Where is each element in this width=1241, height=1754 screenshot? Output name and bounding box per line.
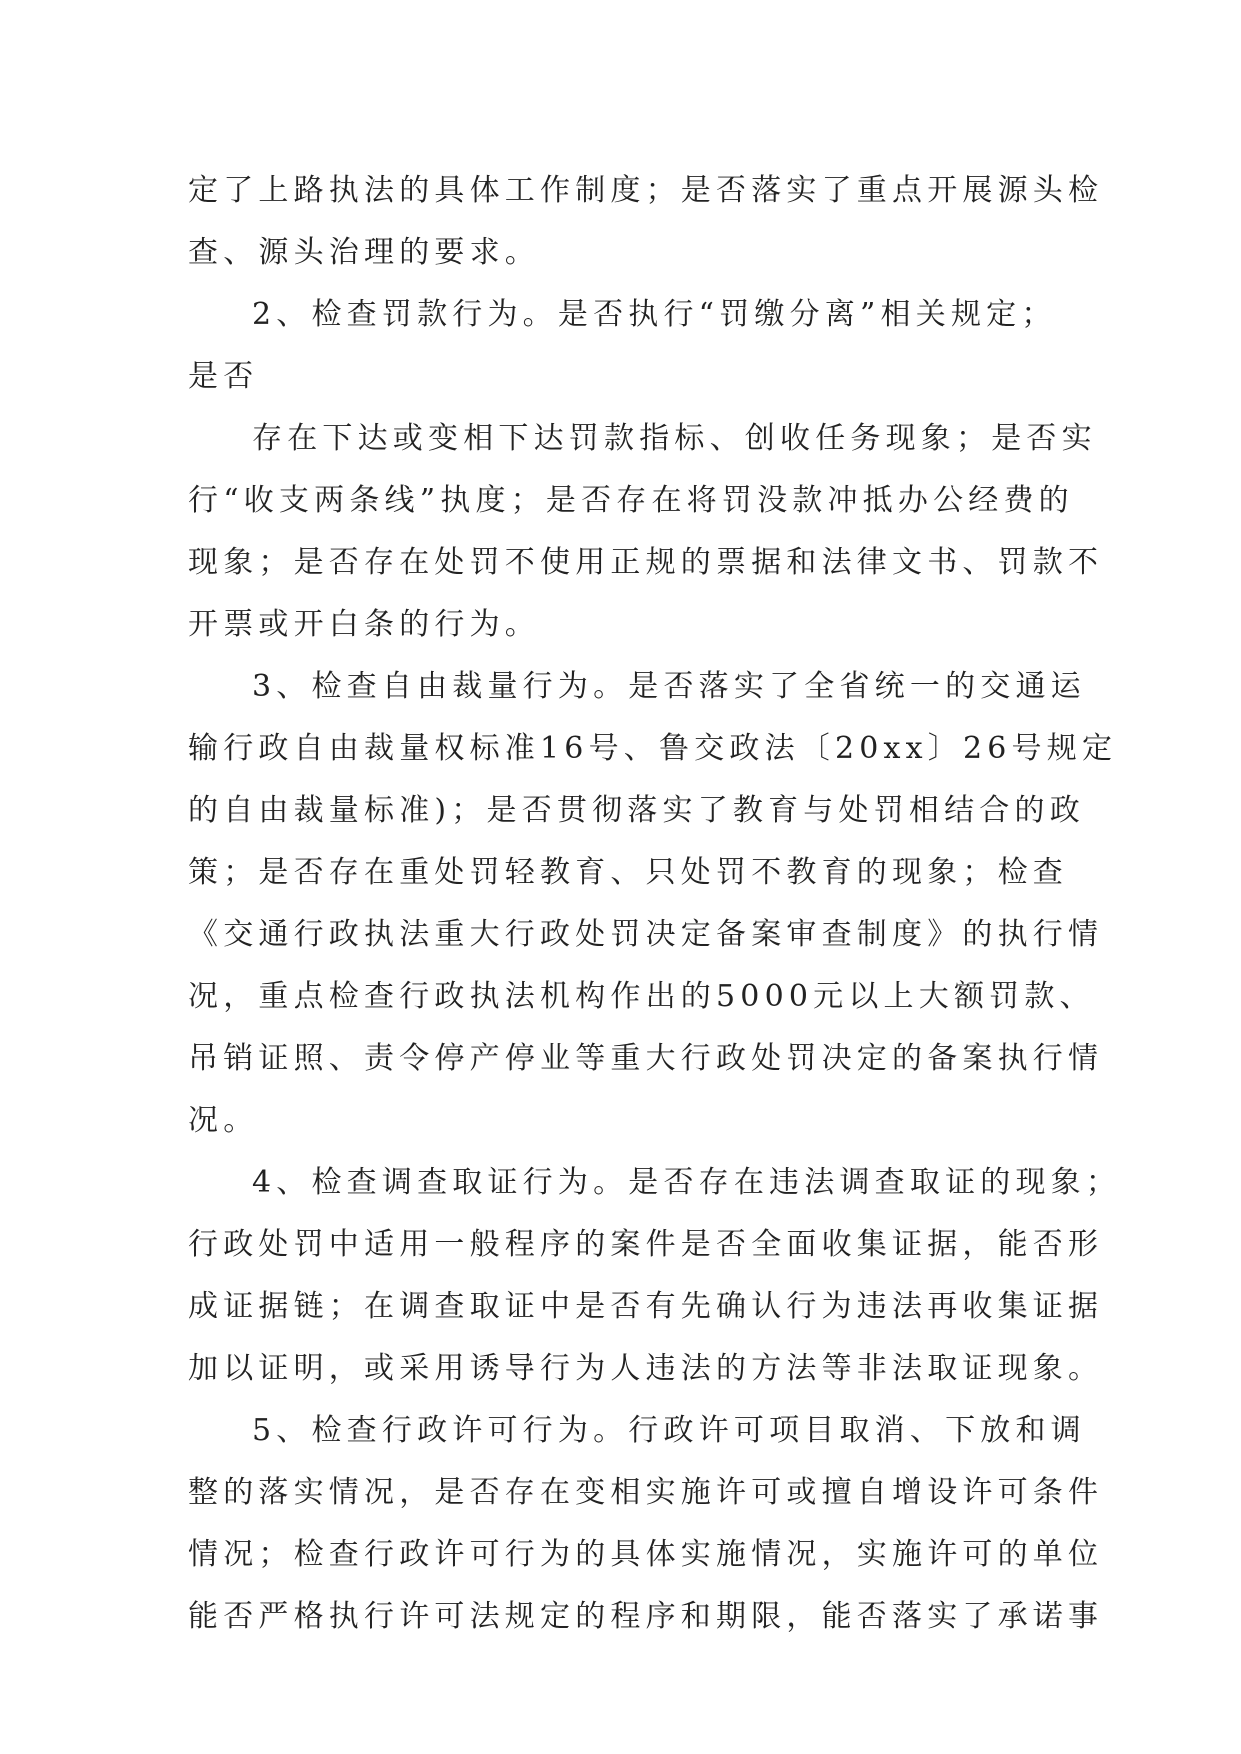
text-line: 2、检查罚款行为。是否执行“罚缴分离”相关规定； <box>252 297 1057 332</box>
text-line: 吊销证照、责令停产停业等重大行政处罚决定的备案执行情 <box>188 1041 1104 1076</box>
text-line: 定了上路执法的具体工作制度；是否落实了重点开展源头检 <box>188 173 1104 208</box>
text-line: 4、检查调查取证行为。是否存在违法调查取证的现象； <box>252 1165 1122 1200</box>
text-line: 况。 <box>188 1103 259 1138</box>
text-line: 能否严格执行许可法规定的程序和期限，能否落实了承诺事 <box>188 1599 1104 1634</box>
text-line: 是否 <box>188 359 259 394</box>
text-line: 查、源头治理的要求。 <box>188 235 540 270</box>
text-line: 《交通行政执法重大行政处罚决定备案审查制度》的执行情 <box>188 917 1104 952</box>
text-line: 开票或开白条的行为。 <box>188 607 540 642</box>
text-line: 存在下达或变相下达罚款指标、创收任务现象；是否实 <box>252 421 1097 456</box>
text-line: 况，重点检查行政执法机构作出的5000元以上大额罚款、 <box>188 979 1095 1014</box>
text-line: 加以证明，或采用诱导行为人违法的方法等非法取证现象。 <box>188 1351 1104 1386</box>
text-line: 的自由裁量标准)；是否贯彻落实了教育与处罚相结合的政 <box>188 793 1085 828</box>
text-line: 策；是否存在重处罚轻教育、只处罚不教育的现象；检查 <box>188 855 1068 890</box>
text-line: 行“收支两条线”执度；是否存在将罚没款冲抵办公经费的 <box>188 483 1074 518</box>
text-line: 整的落实情况，是否存在变相实施许可或擅自增设许可条件 <box>188 1475 1104 1510</box>
text-line: 情况；检查行政许可行为的具体实施情况，实施许可的单位 <box>188 1537 1104 1572</box>
text-line: 行政处罚中适用一般程序的案件是否全面收集证据，能否形 <box>188 1227 1104 1262</box>
text-line: 成证据链；在调查取证中是否有先确认行为违法再收集证据 <box>188 1289 1104 1324</box>
text-line: 3、检查自由裁量行为。是否落实了全省统一的交通运 <box>252 669 1086 704</box>
text-line: 5、检查行政许可行为。行政许可项目取消、下放和调 <box>252 1413 1086 1448</box>
document-body <box>188 160 1122 1648</box>
text-line: 现象；是否存在处罚不使用正规的票据和法律文书、罚款不 <box>188 545 1104 580</box>
text-line: 输行政自由裁量权标准16号、鲁交政法〔20xx〕26号规定 <box>188 731 1118 766</box>
